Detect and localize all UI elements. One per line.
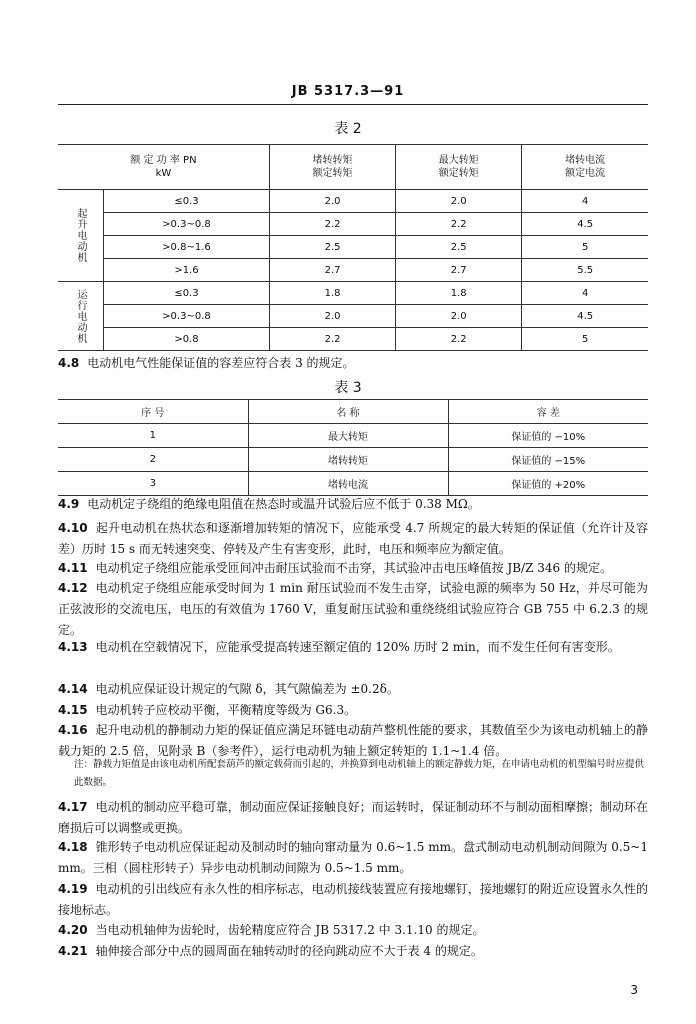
page-number: 3 bbox=[630, 983, 638, 997]
paragraph-number: 4.15 bbox=[58, 703, 88, 717]
paragraph-4-9 bbox=[58, 494, 648, 515]
table2-cell: 2.5 bbox=[269, 236, 395, 259]
table2-row bbox=[58, 259, 648, 282]
paragraph-number: 4.17 bbox=[58, 800, 88, 814]
table3-cell: 3 bbox=[58, 472, 248, 496]
header-power-unit: kW bbox=[155, 168, 172, 179]
table2-cell: 4.5 bbox=[522, 213, 648, 236]
document-header: JB 5317.3—91 bbox=[291, 84, 405, 99]
table2-row bbox=[58, 328, 648, 351]
table3-row bbox=[58, 472, 648, 496]
paragraph-text: 电动机电气性能保证值的容差应符合表 3 的规定。 bbox=[87, 356, 355, 370]
note-4-16: 注：静载力矩值是由该电动机所配套葫芦的额定载荷而引起的，并换算到电动机轴上的额定静载力矩，在申请电动机的机型编号时应提供此数据。 bbox=[74, 759, 645, 788]
header-rule bbox=[58, 104, 648, 105]
paragraph-number: 4.13 bbox=[58, 640, 88, 654]
table2-caption: 表 2 bbox=[334, 121, 362, 137]
table3-cell: 保证值的 −10% bbox=[448, 424, 648, 448]
paragraph-4-13 bbox=[58, 637, 648, 658]
table2-cell: >0.3~0.8 bbox=[104, 305, 270, 328]
paragraph-text: 电动机应保证设计规定的气隙 δ，其气隙偏差为 ±0.2δ。 bbox=[95, 682, 399, 696]
paragraph-4-19 bbox=[58, 879, 648, 921]
table3 bbox=[58, 399, 648, 496]
header-power-label: 额 定 功 率 PN bbox=[130, 155, 197, 166]
table2-cell: 5 bbox=[522, 236, 648, 259]
paragraph-number: 4.12 bbox=[58, 581, 88, 595]
paragraph-number: 4.16 bbox=[58, 723, 88, 737]
table2-cell: 4 bbox=[522, 282, 648, 305]
paragraph-number: 4.14 bbox=[58, 682, 88, 696]
paragraph-text: 电动机在空载情况下，应能承受提高转速至额定值的 120% 历时 2 min，而不发生任何有害变形。 bbox=[95, 640, 620, 654]
table2-cell: 2.0 bbox=[396, 190, 522, 213]
table2 bbox=[58, 144, 648, 351]
table3-cell: 堵转电流 bbox=[248, 472, 448, 496]
paragraph-number: 4.19 bbox=[58, 882, 88, 896]
table2-cell: 5 bbox=[522, 328, 648, 351]
table2-cell: >0.8~1.6 bbox=[104, 236, 270, 259]
paragraph-4-20 bbox=[58, 920, 648, 941]
table2-cell: 4.5 bbox=[522, 305, 648, 328]
table2-cell: >0.8 bbox=[104, 328, 270, 351]
table2-cell: 2.0 bbox=[269, 190, 395, 213]
table2-cell: >1.6 bbox=[104, 259, 270, 282]
header-ratio-numerator: 最大转矩 bbox=[438, 155, 479, 166]
paragraph-4-10 bbox=[58, 518, 648, 560]
table3-cell: 1 bbox=[58, 424, 248, 448]
table2-cell: 2.7 bbox=[269, 259, 395, 282]
paragraph-4-18 bbox=[58, 837, 648, 879]
table3-row bbox=[58, 424, 648, 448]
table2-cell: 4 bbox=[522, 190, 648, 213]
header-ratio-numerator: 堵转电流 bbox=[565, 155, 606, 166]
table2-cell: 1.8 bbox=[396, 282, 522, 305]
header-ratio-denominator: 额定转矩 bbox=[312, 168, 353, 179]
table3-row bbox=[58, 448, 648, 472]
paragraph-text: 电动机定子绕组的绝缘电阻值在热态时或温升试验后应不低于 0.38 MΩ。 bbox=[87, 497, 480, 511]
table2-header-locked-current bbox=[522, 145, 648, 190]
paragraph-number: 4.10 bbox=[58, 521, 88, 535]
table3-header-index: 序 号 bbox=[58, 400, 248, 424]
paragraph-text: 起升电动机的静制动力矩的保证值应满足环链电动葫芦整机性能的要求，其数值至少为该电动机轴上的静载力矩的 2.5 倍，见附录 B（参考件），运行电动机为轴上额定转矩的 1.1~1.4 倍。 bbox=[58, 723, 648, 758]
table2-group-label: 起升电动机 bbox=[58, 190, 104, 282]
paragraph-text: 电动机定子绕组应能承受匝间冲击耐压试验而不击穿，其试验冲击电压峰值按 JB/Z 346 的规定。 bbox=[95, 561, 612, 575]
table3-header-row bbox=[58, 400, 648, 424]
table2-cell: ≤0.3 bbox=[104, 282, 270, 305]
table2-cell: 2.2 bbox=[269, 213, 395, 236]
table2-row bbox=[58, 282, 648, 305]
paragraph-text: 电动机的引出线应有永久性的相序标志，电动机接线装置应有接地螺钉，接地螺钉的附近应设置永久性的接地标志。 bbox=[58, 882, 648, 917]
table3-cell: 2 bbox=[58, 448, 248, 472]
table2-row bbox=[58, 213, 648, 236]
table2-cell: 2.2 bbox=[269, 328, 395, 351]
table3-cell: 最大转矩 bbox=[248, 424, 448, 448]
paragraph-text: 锥形转子电动机应保证起动及制动时的轴向窜动量为 0.6~1.5 mm。盘式制动电动机制动间隙为 0.5~1 mm。三相（圆柱形转子）异步电动机制动间隙为 0.5~1.5 mm。 bbox=[58, 840, 648, 875]
table3-cell: 保证值的 +20% bbox=[448, 472, 648, 496]
header-ratio-numerator: 堵转转矩 bbox=[312, 155, 353, 166]
paragraph-number: 4.11 bbox=[58, 561, 88, 575]
table2-row bbox=[58, 236, 648, 259]
table2-header-locked-torque bbox=[269, 145, 395, 190]
table3-header-name: 名 称 bbox=[248, 400, 448, 424]
table2-cell: 2.5 bbox=[396, 236, 522, 259]
paragraph-number: 4.9 bbox=[58, 497, 80, 511]
paragraph-number: 4.18 bbox=[58, 840, 88, 854]
table2-cell: ≤0.3 bbox=[104, 190, 270, 213]
table2-cell: >0.3~0.8 bbox=[104, 213, 270, 236]
paragraph-text: 电动机转子应校动平衡，平衡精度等级为 G6.3。 bbox=[95, 703, 357, 717]
table2-header-max-torque bbox=[396, 145, 522, 190]
header-ratio-denominator: 额定电流 bbox=[565, 168, 606, 179]
table2-cell: 2.0 bbox=[396, 305, 522, 328]
paragraph-number: 4.21 bbox=[58, 944, 88, 958]
paragraph-4-17 bbox=[58, 797, 648, 839]
paragraph-4-21 bbox=[58, 941, 648, 962]
paragraph-number: 4.8 bbox=[58, 356, 80, 370]
table2-row bbox=[58, 190, 648, 213]
paragraph-4-15 bbox=[58, 700, 648, 721]
paragraph-number: 4.20 bbox=[58, 923, 88, 937]
table2-row bbox=[58, 305, 648, 328]
table2-cell: 2.2 bbox=[396, 213, 522, 236]
paragraph-text: 电动机的制动应平稳可靠，制动面应保证接触良好；而运转时，保证制动环不与制动面相摩擦；制动环在磨损后可以调整或更换。 bbox=[58, 800, 648, 835]
table3-cell: 堵转转矩 bbox=[248, 448, 448, 472]
table3-caption: 表 3 bbox=[334, 380, 362, 396]
table2-header-power bbox=[58, 145, 269, 190]
paragraph-4-8 bbox=[58, 353, 648, 374]
table2-cell: 2.0 bbox=[269, 305, 395, 328]
table2-group-label: 运行电动机 bbox=[58, 282, 104, 351]
paragraph-4-11 bbox=[58, 558, 648, 579]
paragraph-text: 电动机定子绕组应能承受时间为 1 min 耐压试验而不发生击穿，试验电源的频率为 50 Hz，并尽可能为正弦波形的交流电压，电压的有效值为 1760 V，重复耐压试验和重绕绕组试验应符合 GB 755 中 6.2.3 的规定。 bbox=[58, 581, 648, 637]
paragraph-4-12 bbox=[58, 578, 648, 641]
table2-cell: 1.8 bbox=[269, 282, 395, 305]
table2-header-row bbox=[58, 145, 648, 190]
header-ratio-denominator: 额定转矩 bbox=[438, 168, 479, 179]
paragraph-4-14 bbox=[58, 679, 648, 700]
table2-cell: 2.2 bbox=[396, 328, 522, 351]
paragraph-text: 轴伸接合部分中点的圆周面在轴转动时的径向跳动应不大于表 4 的规定。 bbox=[95, 944, 483, 958]
table2-cell: 2.7 bbox=[396, 259, 522, 282]
table3-cell: 保证值的 −15% bbox=[448, 448, 648, 472]
paragraph-text: 起升电动机在热状态和逐渐增加转矩的情况下，应能承受 4.7 所规定的最大转矩的保证值（允许计及容差）历时 15 s 而无转速突变、停转及产生有害变形，此时，电压和频率应为额定值。 bbox=[58, 521, 648, 556]
table3-header-tolerance: 容 差 bbox=[448, 400, 648, 424]
paragraph-text: 当电动机轴伸为齿轮时，齿轮精度应符合 JB 5317.2 中 3.1.10 的规定。 bbox=[95, 923, 485, 937]
table2-cell: 5.5 bbox=[522, 259, 648, 282]
